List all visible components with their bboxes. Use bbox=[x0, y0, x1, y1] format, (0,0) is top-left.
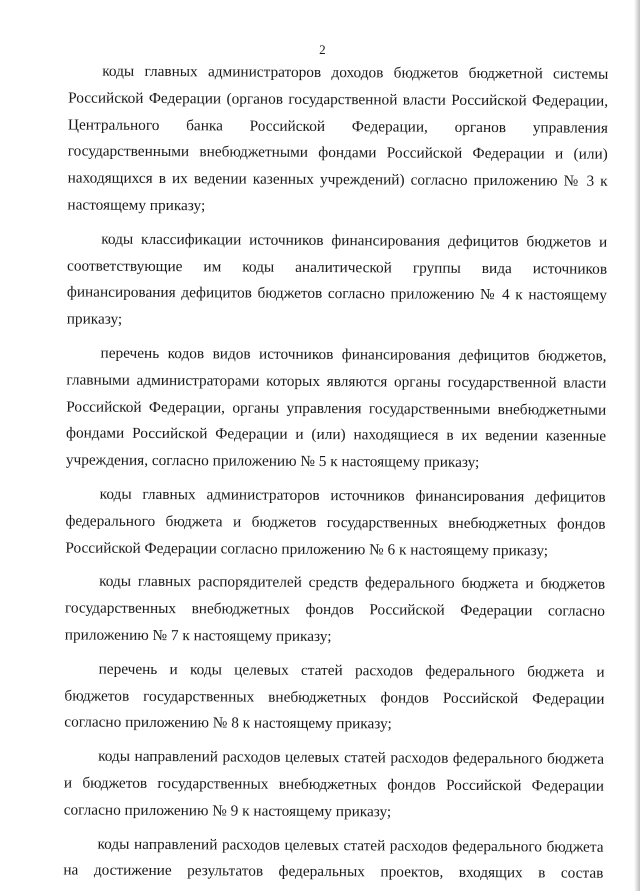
paragraph-target-articles: перечень и коды целевых статей расходов федерального бюджета и бюджетов государственных внебюджетных фондов Российской Федерации согласно приложению № 8 к настоящему приказу; bbox=[64, 660, 605, 733]
paragraph-income-administrators: коды главных администраторов доходов бюджетов бюджетной системы Российской Федерации (органов государственной власти Российской Федерации, Центрального банка Российской Федерации, органов управления государственными внебюджетными фондами Российской Федерации и (или) находящихся в их ведении казенных учреждений) согласно приложению № 3 к настоящему приказу; bbox=[67, 62, 609, 215]
page-number: 2 bbox=[319, 41, 326, 58]
paragraph-expense-directions: коды направлений расходов целевых статей расходов федерального бюджета и бюджетов государственных внебюджетных фондов Российской Федерации согласно приложению № 9 к настоящему приказу; bbox=[63, 747, 605, 821]
scan-edge-shadow bbox=[634, 0, 640, 891]
paragraph-federal-projects: коды направлений расходов целевых статей расходов федерального бюджета на достижение результатов федеральных проектов, входящих в состав bbox=[63, 835, 604, 883]
document-body bbox=[63, 58, 608, 894]
paragraph-deficit-sources-list: перечень кодов видов источников финансирования дефицитов бюджетов, главными администраторами которых являются органы государственной власти Российской Федерации, органы управления государственными внебюджетными фондами Российской Федерации и (или) находящиеся в их ведении казенные учреждения, согласно приложению № 5 к настоящему приказу; bbox=[65, 344, 607, 472]
paragraph-budget-managers: коды главных распорядителей средств федерального бюджета и бюджетов государственных внебюджетных фондов Российской Федерации согласно приложению № 7 к настоящему приказу; bbox=[64, 572, 606, 646]
paragraph-source-administrators: коды главных администраторов источников финансирования дефицитов федерального бюджета и бюджетов государственных внебюджетных фондов Российской Федерации согласно приложению № 6 к настоящему приказу; bbox=[65, 485, 606, 559]
paragraph-deficit-sources-codes: коды классификации источников финансирования дефицитов бюджетов и соответствующие им коды аналитической группы вида источников финансирования дефицитов бюджетов согласно приложению № 4 к настоящему приказу; bbox=[66, 230, 608, 328]
